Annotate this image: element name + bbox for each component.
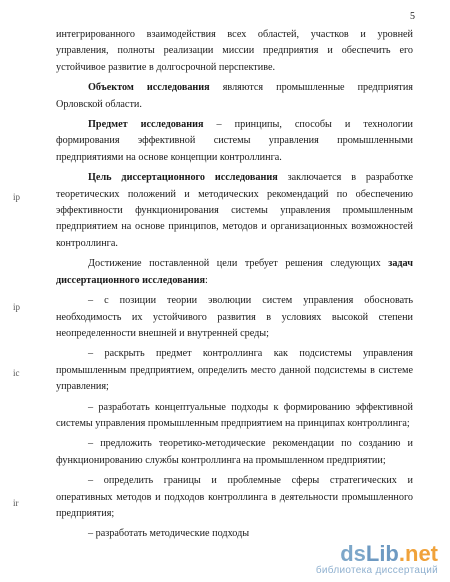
margin-mark: ic	[13, 368, 20, 378]
subject-text: – принципы, способы и технологии формирования эффективной системы управления промышленными предприятиями на основе концепции контроллинга.	[56, 119, 414, 163]
tasks-intro-text: Достижение поставленной цели требует решения следующих	[88, 258, 389, 270]
task-item: – с позиции теории эволюции систем управления обосновать необходимость их устойчивого развития в условиях высокой степени неопределенности внешней и внутренней среды;	[56, 295, 413, 339]
paragraph-intro: интегрированного взаимодействия всех областей, участков и уровней управления, полноты реализации миссии предприятия и обеспечить его устойчивое развитие в долгосрочной перспективе.	[56, 29, 413, 73]
logo-lib: Lib	[365, 541, 399, 566]
term-tasks: задач диссертационного исследования	[56, 258, 413, 286]
margin-mark: ip	[13, 302, 21, 312]
term-subject: Предмет исследования	[88, 119, 204, 131]
watermark	[316, 543, 438, 576]
page-number: 5	[410, 11, 415, 22]
paragraph-subject	[56, 117, 413, 166]
term-goal: Цель диссертационного исследования	[88, 172, 278, 184]
task-item: – определить границы и проблемные сферы стратегических и оперативных методов и подходов контроллинга в деятельности промышленного предприятия;	[56, 475, 413, 519]
task-item: – разработать методические подходы	[88, 528, 250, 540]
paragraph-goal	[56, 170, 413, 252]
watermark-subtitle: библиотека диссертаций	[315, 565, 438, 576]
logo-net: net	[405, 541, 438, 566]
term-object: Объектом исследования	[88, 82, 210, 94]
watermark-logo	[316, 543, 438, 565]
paragraph-object	[56, 80, 413, 113]
object-text: являются промышленные предприятия Орловской области.	[56, 82, 413, 110]
task-item: – предложить теоретико-методические рекомендации по созданию и функционированию службы контроллинга на промышленном предприятии;	[56, 438, 413, 466]
task-item: – раскрыть предмет контроллинга как подсистемы управления промышленным предприятием, определить место данной подсистемы в системе управления;	[56, 348, 413, 393]
goal-text: заключается в разработке теоретических положений и методических рекомендаций по обеспечению эффективности функционирования системы управления промышленным предприятием на основе принципов, методов и организационных возможностей контроллинга.	[56, 172, 413, 249]
paragraph-tasks-intro	[56, 256, 413, 289]
logo-dot: .	[398, 541, 405, 566]
logo-ds: ds	[340, 541, 366, 566]
margin-mark: ip	[13, 192, 21, 202]
margin-mark: ir	[13, 498, 19, 508]
tasks-intro-colon: :	[205, 274, 208, 286]
body-text	[56, 27, 413, 543]
task-item: – разработать концептуальные подходы к формированию эффективной системы управления промышленным предприятием на принципах контроллинга;	[56, 401, 413, 429]
